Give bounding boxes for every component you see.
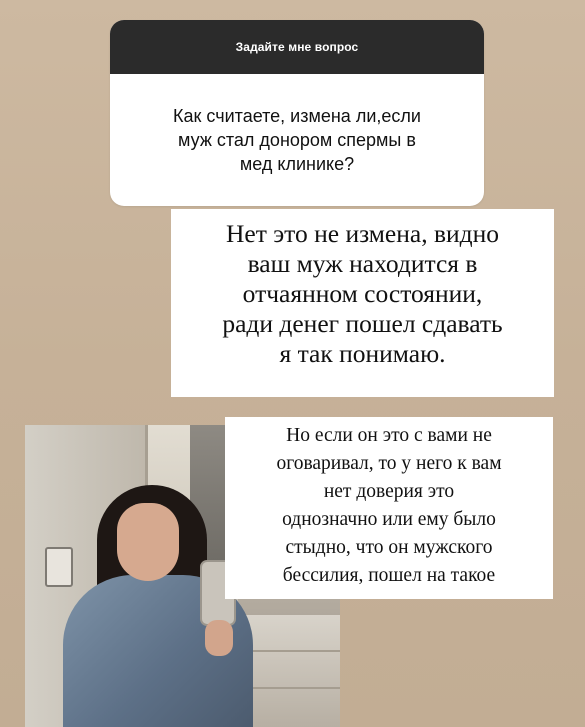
answer-line: Нет это не измена, видно: [225, 219, 500, 248]
photo-face: [117, 503, 179, 581]
answer-line: ваш муж находится в: [247, 249, 478, 278]
photo-drawer: [245, 650, 340, 652]
photo-hand: [205, 620, 233, 656]
question-line: Как считаете, измена ли,если: [173, 106, 421, 126]
answer-line: Но если он это с вами не: [286, 425, 492, 446]
question-line: мед клинике?: [239, 154, 355, 174]
question-line: муж стал донором спермы в: [178, 130, 416, 150]
answer-line: я так понимаю.: [279, 339, 446, 368]
question-text: [110, 74, 484, 176]
answer-line: стыдно, что он мужского: [285, 537, 493, 558]
answer-text-box-1: [171, 209, 554, 397]
question-sticker-header: Задайте мне вопрос: [110, 20, 484, 74]
photo-thermostat: [45, 547, 73, 587]
question-sticker[interactable]: [110, 20, 484, 206]
answer-text-box-2: [225, 417, 553, 599]
photo-drawer: [245, 687, 340, 689]
answer-line: оговаривал, то у него к вам: [276, 453, 502, 474]
answer-line: бессилия, пошел на такое: [282, 565, 496, 586]
answer-line: отчаянном состоянии,: [242, 279, 483, 308]
answer-line: нет доверия это: [323, 481, 455, 502]
answer-line: однозначно или ему было: [282, 509, 496, 530]
answer-line: ради денег пошел сдавать: [222, 309, 503, 338]
